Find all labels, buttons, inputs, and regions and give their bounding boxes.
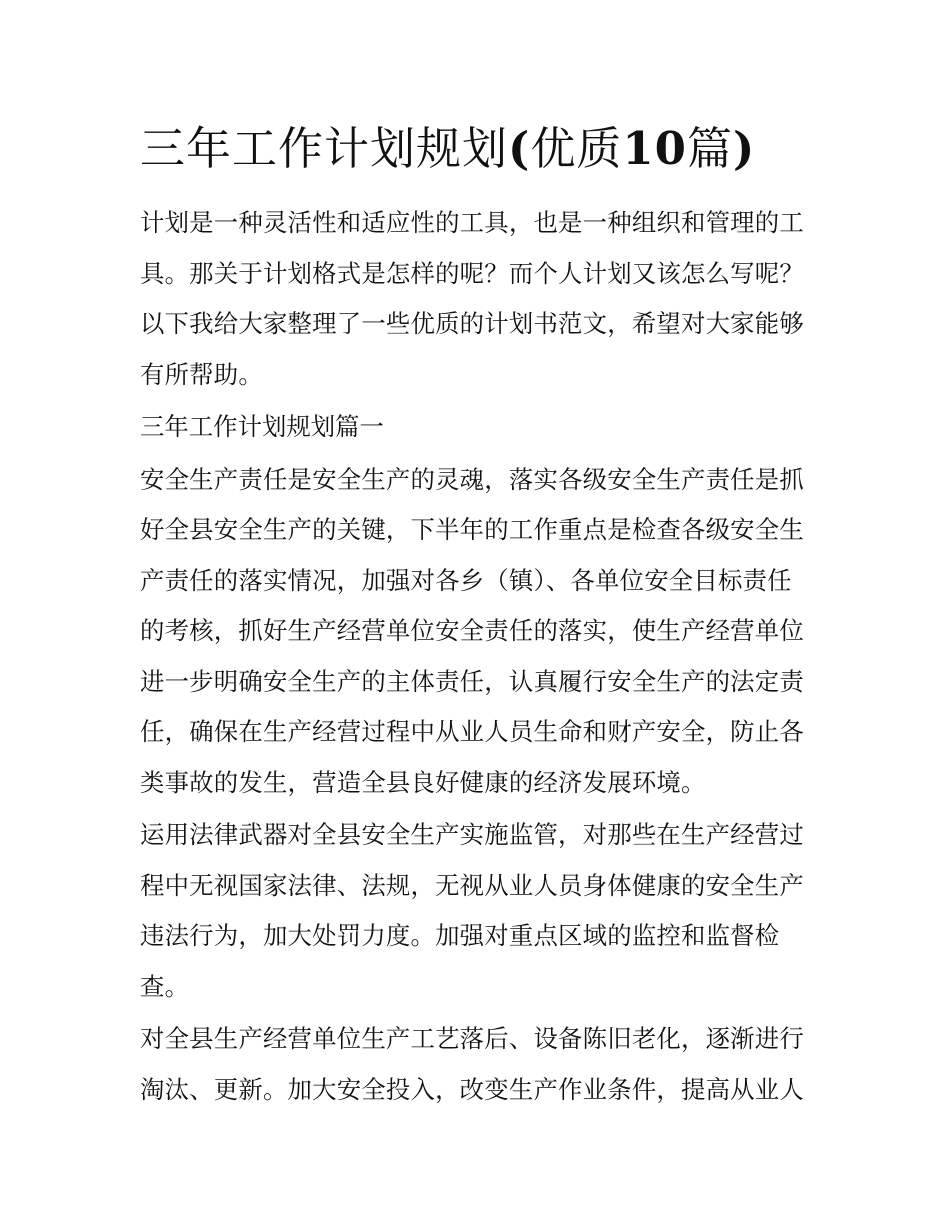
section-heading: 三年工作计划规划篇一: [140, 412, 384, 441]
body-paragraph-2: 运用法律武器对全县安全生产实施监管，对那些在生产经营过程中无视国家法律、法规，无视从业人员身体健康的安全生产违法行为，加大处罚力度。加强对重点区域的监控和监督检查。: [140, 820, 804, 1001]
body-paragraph-1: 安全生产责任是安全生产的灵魂，落实各级安全生产责任是抓好全县安全生产的关键，下半年的工作重点是检查各级安全生产责任的落实情况，加强对各乡（镇）、各单位安全目标责任的考核，抓好生产经营单位安全责任的落实，使生产经营单位进一步明确安全生产的主体责任，认真履行安全生产的法定责任，确保在生产经营过程中从业人员生命和财产安全，防止各类事故的发生，营造全县良好健康的经济发展环境。: [140, 464, 804, 797]
document-title: [140, 118, 816, 180]
document-content: [140, 118, 816, 1117]
title-paren-open: (: [508, 122, 531, 175]
title-number: 10: [622, 122, 687, 175]
title-paren-text-1: 优质: [530, 122, 623, 175]
title-prefix: 三年工作计划规划: [140, 122, 509, 175]
intro-paragraph: 计划是一种灵活性和适应性的工具，也是一种组织和管理的工具。那关于计划格式是怎样的呢？而个人计划又该怎么写呢？以下我给大家整理了一些优质的计划书范文，希望对大家能够有所帮助。: [140, 208, 804, 389]
body-paragraph-3: 对全县生产经营单位生产工艺落后、设备陈旧老化，逐渐进行淘汰、更新。加大安全投入，改变生产作业条件，提高从业人: [140, 1024, 804, 1104]
title-paren-close: ): [732, 122, 756, 175]
title-paren-text-2: 篇: [686, 122, 733, 175]
